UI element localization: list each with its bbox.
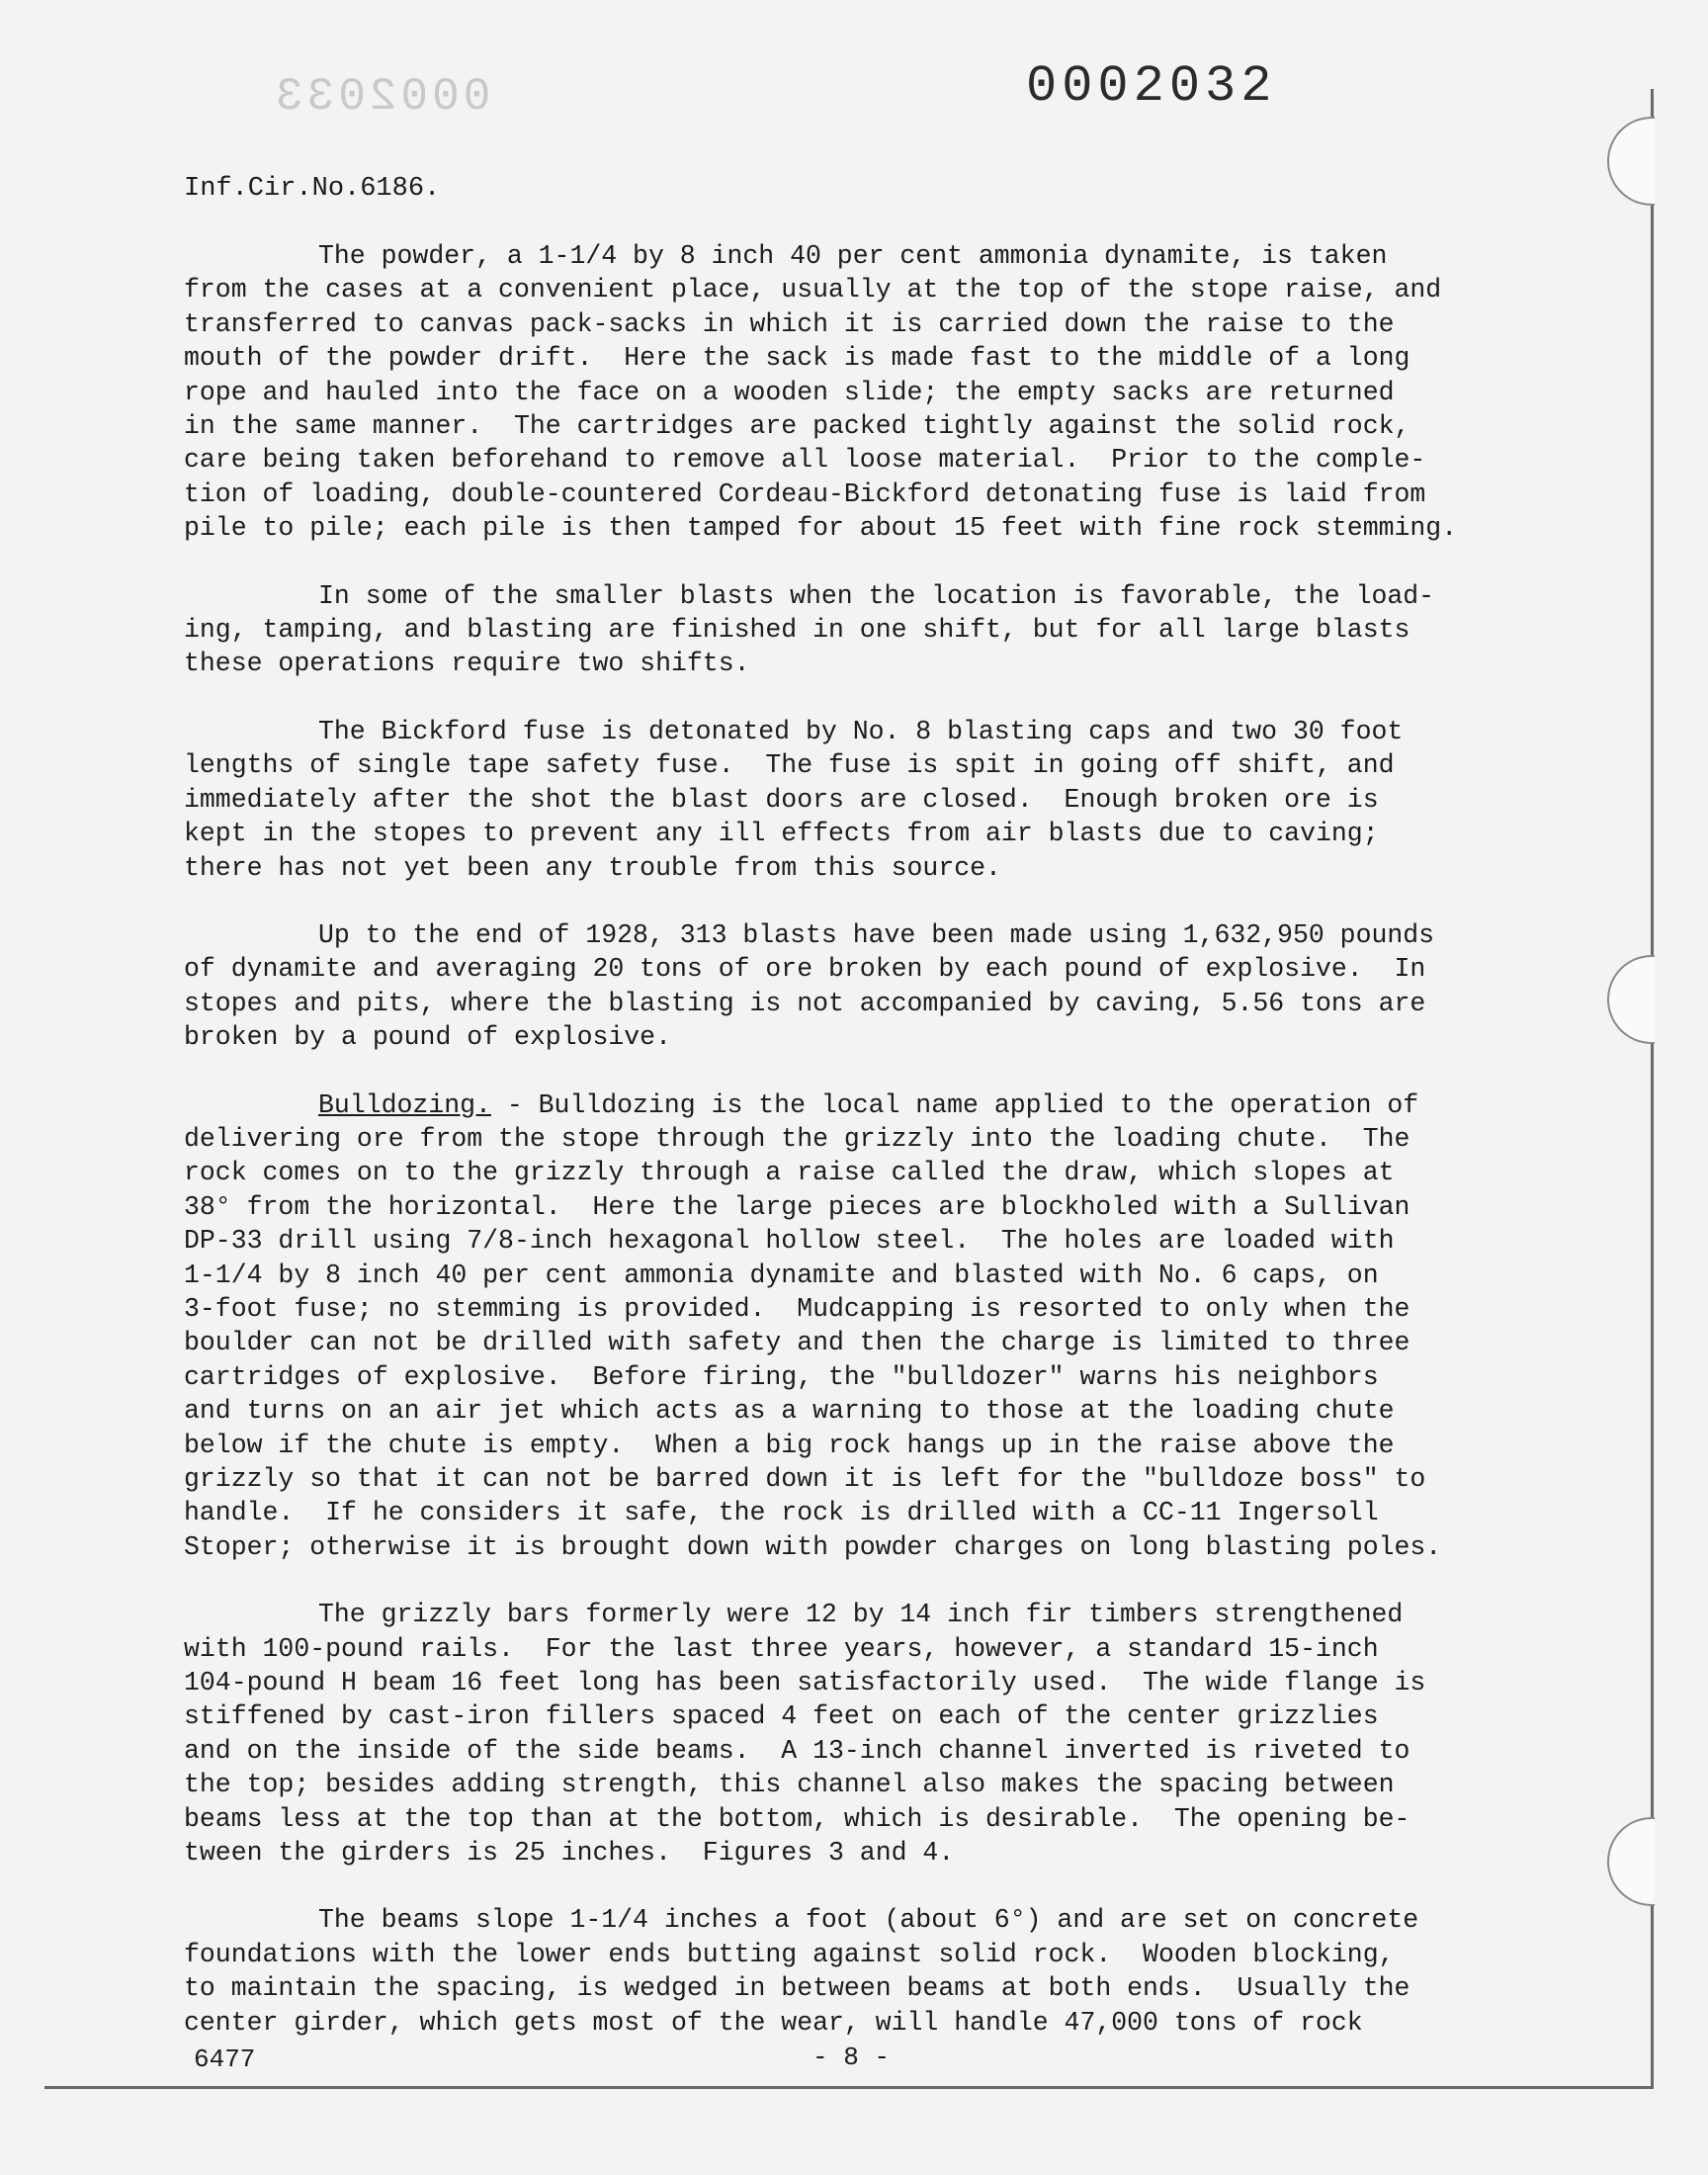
section-heading-bulldozing: Bulldozing. xyxy=(318,1089,491,1120)
text-line: 104-pound H beam 16 feet long has been satisfactorily used. The wide flange is xyxy=(184,1668,1426,1698)
text-line: boulder can not be drilled with safety and then the charge is limited to three xyxy=(184,1328,1410,1358)
document-number: 6477 xyxy=(194,2044,256,2074)
text-line: mouth of the powder drift. Here the sack is made fast to the middle of a long xyxy=(184,343,1410,374)
document-body xyxy=(184,239,1607,2073)
text-line: transferred to canvas pack-sacks in which it is carried down the raise to the xyxy=(184,308,1395,339)
text-line: beams less at the top than at the bottom, which is desirable. The opening be- xyxy=(184,1803,1410,1834)
text-line: delivering ore from the stope through the grizzly into the loading chute. The xyxy=(184,1123,1410,1154)
heading-continuation: - Bulldozing is the local name applied to the operation of xyxy=(490,1089,1419,1120)
text-line: 1-1/4 by 8 inch 40 per cent ammonia dynamite and blasted with No. 6 caps, on xyxy=(184,1260,1379,1290)
text-line: cartridges of explosive. Before firing, the "bulldozer" warns his neighbors xyxy=(184,1361,1379,1392)
text-line: tion of loading, double-countered Cordeau-Bickford detonating fuse is laid from xyxy=(184,478,1426,509)
text-line: ing, tamping, and blasting are finished in one shift, but for all large blasts xyxy=(184,615,1410,646)
text-line: lengths of single tape safety fuse. The fuse is spit in going off shift, and xyxy=(184,750,1395,781)
text-line: The Bickford fuse is detonated by No. 8 blasting caps and two 30 foot xyxy=(318,716,1404,746)
text-line: foundations with the lower ends butting against solid rock. Wooden blocking, xyxy=(184,1939,1395,1969)
text-line: to maintain the spacing, is wedged in between beams at both ends. Usually the xyxy=(184,1973,1410,2004)
text-line: Stoper; otherwise it is brought down with powder charges on long blasting poles. xyxy=(184,1531,1442,1562)
page-number: - 8 - xyxy=(812,2043,891,2072)
paragraph-powder xyxy=(184,239,1607,546)
paragraph-bickford-fuse xyxy=(184,715,1607,885)
text-line: there has not yet been any trouble from this source. xyxy=(184,852,1001,883)
text-line: with 100-pound rails. For the last three years, however, a standard 15-inch xyxy=(184,1633,1379,1664)
text-line: center girder, which gets most of the wear, will handle 47,000 tons of rock xyxy=(184,2007,1363,2038)
text-line: The beams slope 1-1/4 inches a foot (about 6°) and are set on concrete xyxy=(318,1905,1419,1936)
text-line: of dynamite and averaging 20 tons of ore broken by each pound of explosive. In xyxy=(184,954,1426,985)
text-line: immediately after the shot the blast doors are closed. Enough broken ore is xyxy=(184,784,1379,815)
text-line: 3-foot fuse; no stemming is provided. Mudcapping is resorted to only when the xyxy=(184,1293,1410,1324)
text-line: the top; besides adding strength, this channel also makes the spacing between xyxy=(184,1770,1395,1800)
paragraph-beam-slope xyxy=(184,1903,1607,2040)
text-line: tween the girders is 25 inches. Figures 3 and 4. xyxy=(184,1838,955,1869)
page-edge-right xyxy=(1651,89,1654,2086)
text-line: rock comes on to the grizzly through a raise called the draw, which slopes at xyxy=(184,1158,1395,1188)
text-line: below if the chute is empty. When a big rock hangs up in the raise above the xyxy=(184,1430,1395,1460)
text-line: and on the inside of the side beams. A 13-inch channel inverted is riveted to xyxy=(184,1735,1410,1766)
punch-hole-middle xyxy=(1607,955,1655,1044)
paragraph-blast-totals xyxy=(184,918,1607,1055)
text-line: stiffened by cast-iron fillers spaced 4 feet on each of the center grizzlies xyxy=(184,1701,1379,1732)
text-line: care being taken beforehand to remove all loose material. Prior to the comple- xyxy=(184,445,1426,476)
text-line: kept in the stopes to prevent any ill effects from air blasts due to caving; xyxy=(184,819,1379,849)
punch-hole-bottom xyxy=(1607,1817,1655,1906)
text-line: handle. If he considers it safe, the rock is drilled with a CC-11 Ingersoll xyxy=(184,1498,1379,1528)
text-line: In some of the smaller blasts when the location is favorable, the load- xyxy=(318,580,1435,611)
text-line: these operations require two shifts. xyxy=(184,649,750,679)
text-line xyxy=(184,1088,1607,1122)
text-line: rope and hauled into the face on a wooden slide; the empty sacks are returned xyxy=(184,377,1395,407)
text-line: grizzly so that it can not be barred down it is left for the "bulldoze boss" to xyxy=(184,1464,1426,1494)
paragraph-grizzly-bars xyxy=(184,1598,1607,1870)
circular-reference: Inf.Cir.No.6186. xyxy=(184,174,441,204)
punch-hole-top xyxy=(1607,117,1655,206)
text-line: pile to pile; each pile is then tamped for about 15 feet with fine rock stemming. xyxy=(184,513,1458,544)
stamped-page-number: 0002032 xyxy=(1026,57,1277,116)
paragraph-smaller-blasts xyxy=(184,579,1607,681)
text-line: DP-33 drill using 7/8-inch hexagonal hollow steel. The holes are loaded with xyxy=(184,1226,1395,1257)
text-line: and turns on an air jet which acts as a warning to those at the loading chute xyxy=(184,1396,1395,1427)
bleed-through-number: 0002033 xyxy=(272,71,491,123)
paragraph-bulldozing xyxy=(184,1088,1607,1565)
text-line: in the same manner. The cartridges are packed tightly against the solid rock, xyxy=(184,411,1410,442)
text-line: broken by a pound of explosive. xyxy=(184,1022,671,1053)
text-line: from the cases at a convenient place, usually at the top of the stope raise, and xyxy=(184,275,1442,305)
text-line: The powder, a 1-1/4 by 8 inch 40 per cent ammonia dynamite, is taken xyxy=(318,241,1388,271)
text-line: The grizzly bars formerly were 12 by 14 inch fir timbers strengthened xyxy=(318,1600,1404,1630)
text-line: stopes and pits, where the blasting is not accompanied by caving, 5.56 tons are xyxy=(184,988,1426,1018)
text-line: Up to the end of 1928, 313 blasts have been made using 1,632,950 pounds xyxy=(318,919,1435,950)
page-edge-bottom xyxy=(44,2086,1654,2089)
text-line: 38° from the horizontal. Here the large pieces are blockholed with a Sullivan xyxy=(184,1191,1410,1222)
